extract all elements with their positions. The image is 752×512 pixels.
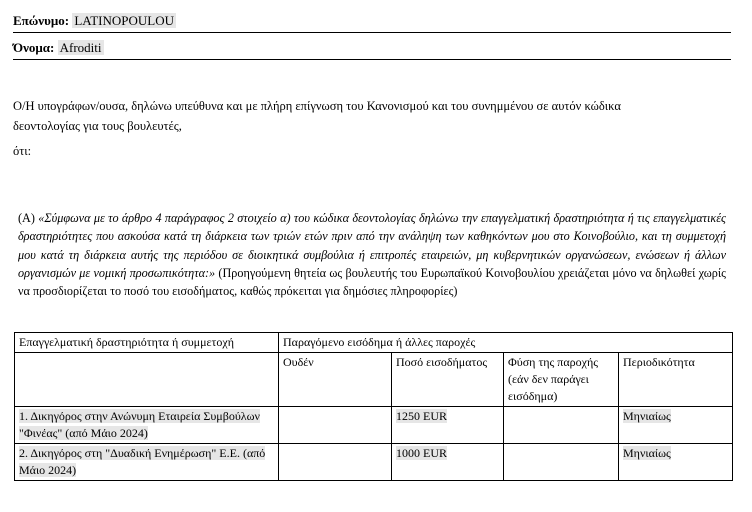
header-income: Παραγόμενο εισόδημα ή άλλες παροχές	[279, 333, 733, 353]
row-none	[279, 407, 392, 444]
section-a-prefix: (A)	[18, 211, 39, 225]
declaration-intro-line1: Ο/Η υπογράφων/ουσα, δηλώνω υπεύθυνα και με πλήρη επίγνωση του Κανονισμού και του συνημμένου σε αυτόν κώδικα	[13, 99, 621, 113]
section-a-italic: «Σύμφωνα με το άρθρο 4 παράγραφος 2 στοιχείο α) του κώδικα δεοντολογίας δηλώνω την επαγγελματική δραστηριότητα ή τις επαγγελματικές δραστηριότητες που ασκούσα κατά τη διάρκεια των τριών ετών πριν από την ανάληψη των καθηκόντων μου στο Κοινοβούλιο, και τη συμμετοχή μου κατά τη διάρκεια αυτής της περιόδου σε διοικητικά συμβούλια ή επιτροπές εταιρειών, μη κυβερνητικών οργανώσεων, ενώσεων ή άλλων οργανισμών με νομική προσωπικότητα:»	[18, 211, 727, 280]
subheader-nature: Φύση της παροχής (εάν δεν παράγει εισόδημα)	[504, 353, 619, 407]
row-period: Μηνιαίως	[619, 407, 733, 444]
table-row	[15, 444, 733, 481]
row-amount: 1000 EUR	[392, 444, 504, 481]
section-a-text	[18, 209, 726, 300]
firstname-label: Όνομα:	[13, 40, 55, 55]
subheader-none: Ουδέν	[279, 353, 392, 407]
income-table	[14, 332, 733, 481]
row-activity: 1. Δικηγόρος στην Ανώνυμη Εταιρεία Συμβούλων "Φινέας" (από Μάιο 2024)	[15, 407, 279, 444]
surname-label: Επώνυμο:	[13, 13, 70, 28]
surname-value: LATINOPOULOU	[74, 13, 174, 28]
row-nature	[504, 444, 619, 481]
declaration-intro	[13, 96, 733, 136]
table-subheader-row	[15, 353, 733, 407]
header-activity: Επαγγελματική δραστηριότητα ή συμμετοχή	[15, 333, 279, 353]
row-activity: 2. Δικηγόρος στη "Δυαδική Ενημέρωση" Ε.Ε. (από Μάιο 2024)	[15, 444, 279, 481]
row-period: Μηνιαίως	[619, 444, 733, 481]
firstname-value: Afroditi	[59, 40, 102, 55]
declaration-intro-line2: δεοντολογίας για τους βουλευτές,	[13, 119, 182, 133]
subheader-amount: Ποσό εισοδήματος	[392, 353, 504, 407]
table-header-row	[15, 333, 733, 353]
row-none	[279, 444, 392, 481]
firstname-field	[13, 39, 731, 60]
that-label: ότι:	[13, 144, 32, 158]
table-row	[15, 407, 733, 444]
row-amount: 1250 EUR	[392, 407, 504, 444]
subheader-empty	[15, 353, 279, 407]
row-nature	[504, 407, 619, 444]
section-a-note: (Προηγούμενη θητεία ως βουλευτής του Ευρωπαϊκού Κοινοβουλίου χρειάζεται μόνο να δηλωθεί χωρίς να προσδιορίζεται το ποσό του εισοδήματος, καθώς πρόκειται για δημόσιες πληροφορίες)	[18, 265, 726, 299]
subheader-period: Περιοδικότητα	[619, 353, 733, 407]
surname-field	[13, 12, 731, 33]
